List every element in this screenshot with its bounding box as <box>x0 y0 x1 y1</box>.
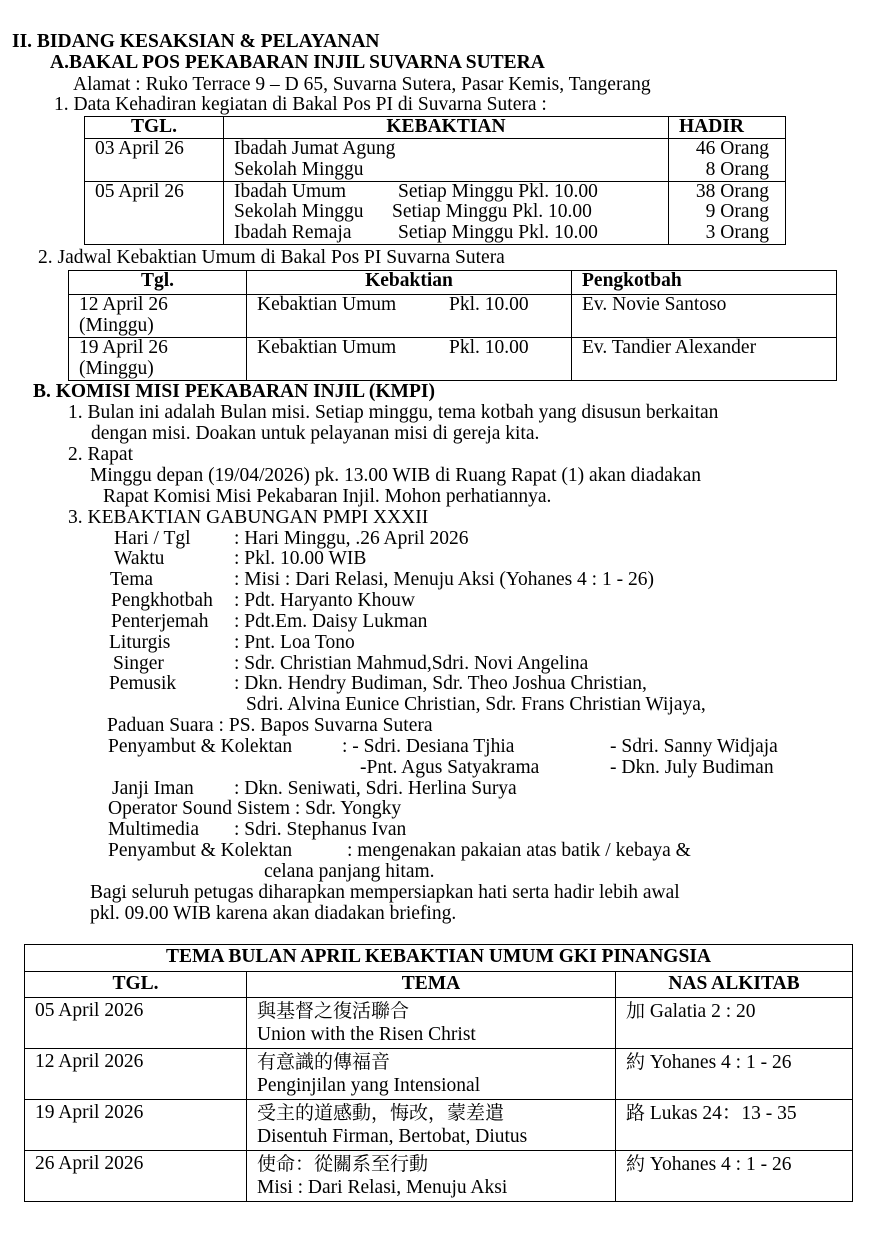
paragraph-line: Minggu depan (19/04/2026) pk. 13.00 WIB di Ruang Rapat (1) akan diadakan <box>90 465 702 486</box>
event-name: Sekolah Minggu <box>234 201 364 223</box>
detail-label: Hari / Tgl <box>114 528 191 549</box>
scripture-ref: Lukas 24：13 - 35 <box>649 1103 797 1124</box>
theme-chinese: 有意識的傳福音 <box>257 1051 391 1073</box>
scripture-ref: Galatia 2 : 20 <box>649 1001 756 1022</box>
theme-chinese: 使命：從關系至行動 <box>257 1153 429 1175</box>
theme-chinese: 受主的道感動，悔改，蒙差遣 <box>257 1102 505 1124</box>
detail-value: : Pkl. 10.00 WIB <box>234 548 367 569</box>
row-preacher: Ev. Novie Santoso <box>572 295 837 338</box>
row-date: 03 April 26 <box>85 139 224 182</box>
detail-label: Penyambut & Kolektan <box>108 736 293 757</box>
row-counts <box>669 181 786 244</box>
event-name: Ibadah Jumat Agung <box>234 138 396 159</box>
list-item-schedule: 2. Jadwal Kebaktian Umum di Bakal Pos PI Suvarna Sutera <box>38 247 505 268</box>
row-scripture <box>616 1100 853 1151</box>
scripture-chinese: 約 <box>626 1153 646 1175</box>
col-header-service: KEBAKTIAN <box>224 117 669 139</box>
detail-label: Tema <box>110 569 154 590</box>
event-name: Ibadah Umum <box>234 180 347 202</box>
service-name: Kebaktian Umum <box>257 294 397 315</box>
row-date: 05 April 26 <box>85 181 224 244</box>
col-header-scripture: NAS ALKITAB <box>616 972 853 998</box>
row-events <box>224 181 669 244</box>
detail-label: Waktu <box>114 548 165 569</box>
table-row <box>25 1151 853 1202</box>
detail-value: - Dkn. July Budiman <box>610 757 774 778</box>
row-theme <box>247 1151 616 1202</box>
detail-line: Operator Sound Sistem : Sdr. Yongky <box>108 798 402 819</box>
row-scripture <box>616 1151 853 1202</box>
detail-value: - Sdri. Sanny Widjaja <box>610 736 778 757</box>
count-value: 9 Orang <box>705 201 769 223</box>
detail-value: : Pnt. Loa Tono <box>234 632 355 653</box>
detail-label: Liturgis <box>109 632 171 653</box>
section-heading: II. BIDANG KESAKSIAN & PELAYANAN <box>12 31 380 52</box>
list-item-attendance: 1. Data Kehadiran kegiatan di Bakal Pos PI di Suvarna Sutera : <box>54 94 547 115</box>
row-scripture <box>616 1049 853 1100</box>
table-row <box>85 139 786 182</box>
row-date <box>69 338 247 381</box>
theme-text: Disentuh Firman, Bertobat, Diutus <box>257 1126 528 1147</box>
table-header-row <box>85 117 786 139</box>
paragraph-line: 1. Bulan ini adalah Bulan misi. Setiap minggu, tema kotbah yang disusun berkaitan <box>68 402 719 423</box>
row-theme <box>247 1049 616 1100</box>
address-line: Alamat : Ruko Terrace 9 – D 65, Suvarna Sutera, Pasar Kemis, Tangerang <box>73 74 651 95</box>
detail-value: : Pdt.Em. Daisy Lukman <box>234 611 428 632</box>
table-row <box>69 295 837 338</box>
date-value: 19 April 26 <box>79 337 168 358</box>
row-theme <box>247 998 616 1049</box>
row-counts <box>669 139 786 182</box>
count-value: 8 Orang <box>705 158 769 180</box>
theme-text: Penginjilan yang Intensional <box>257 1075 481 1096</box>
detail-label: Singer <box>113 653 164 674</box>
event-time: Setiap Minggu Pkl. 10.00 <box>392 201 592 223</box>
row-service <box>247 295 572 338</box>
event-time: Setiap Minggu Pkl. 10.00 <box>398 222 598 244</box>
table-row <box>85 181 786 244</box>
table-header-row <box>69 271 837 295</box>
row-date: 26 April 2026 <box>25 1151 247 1202</box>
col-header-attendance: HADIR <box>669 117 786 139</box>
col-header-date: TGL. <box>25 972 247 998</box>
detail-label: Janji Iman <box>112 778 194 799</box>
count-value: 46 Orang <box>695 138 769 159</box>
row-scripture <box>616 998 853 1049</box>
subsection-heading: A.BAKAL POS PEKABARAN INJIL SUVARNA SUTERA <box>50 52 545 73</box>
paragraph-line: dengan misi. Doakan untuk pelayanan misi di gereja kita. <box>91 423 540 444</box>
attendance-table <box>84 116 786 245</box>
note-line: pkl. 09.00 WIB karena akan diadakan briefing. <box>90 903 457 924</box>
row-events <box>224 139 669 182</box>
paragraph-line: 2. Rapat <box>68 444 133 465</box>
detail-value: : Sdri. Stephanus Ivan <box>234 819 407 840</box>
row-service <box>247 338 572 381</box>
col-header-date: Tgl. <box>69 271 247 295</box>
scripture-chinese: 加 <box>626 1000 646 1022</box>
col-header-date: TGL. <box>85 117 224 139</box>
date-value: 12 April 26 <box>79 294 168 315</box>
detail-value: Sdri. Alvina Eunice Christian, Sdr. Frans Christian Wijaya, <box>246 694 706 715</box>
section-heading: B. KOMISI MISI PEKABARAN INJIL (KMPI) <box>33 381 435 402</box>
schedule-table <box>68 270 837 381</box>
detail-line: Paduan Suara : PS. Bapos Suvarna Sutera <box>107 715 433 736</box>
paragraph-line: Rapat Komisi Misi Pekabaran Injil. Mohon perhatiannya. <box>103 486 552 507</box>
scripture-ref: Yohanes 4 : 1 - 26 <box>649 1154 792 1175</box>
service-time: Pkl. 10.00 <box>449 294 529 315</box>
theme-table <box>24 944 853 1202</box>
count-value: 3 Orang <box>705 222 769 244</box>
detail-value: : Dkn. Hendry Budiman, Sdr. Theo Joshua Christian, <box>234 673 647 694</box>
scripture-chinese: 路 <box>626 1102 646 1124</box>
scripture-ref: Yohanes 4 : 1 - 26 <box>649 1052 792 1073</box>
table-title: TEMA BULAN APRIL KEBAKTIAN UMUM GKI PINANGSIA <box>25 945 853 972</box>
theme-chinese: 與基督之復活聯合 <box>257 1000 410 1022</box>
detail-value: : Dkn. Seniwati, Sdri. Herlina Surya <box>234 778 517 799</box>
detail-label: Multimedia <box>108 819 199 840</box>
detail-label: Penterjemah <box>111 611 209 632</box>
detail-value: : Misi : Dari Relasi, Menuju Aksi (Yohanes 4 : 1 - 26) <box>234 569 654 590</box>
col-header-preacher: Pengkotbah <box>572 271 837 295</box>
row-date <box>69 295 247 338</box>
detail-value: : Sdr. Christian Mahmud,Sdri. Novi Angelina <box>234 653 589 674</box>
paragraph-line: 3. KEBAKTIAN GABUNGAN PMPI XXXII <box>68 507 429 528</box>
row-date: 12 April 2026 <box>25 1049 247 1100</box>
table-title-row <box>25 945 853 972</box>
row-date: 19 April 2026 <box>25 1100 247 1151</box>
detail-label: Pengkhotbah <box>111 590 213 611</box>
event-name: Ibadah Remaja <box>234 222 352 244</box>
note-line: Bagi seluruh petugas diharapkan mempersiapkan hati serta hadir lebih awal <box>90 882 680 903</box>
table-row <box>69 338 837 381</box>
table-header-row <box>25 972 853 998</box>
detail-value: : mengenakan pakaian atas batik / kebaya & <box>347 840 691 861</box>
count-value: 38 Orang <box>695 180 769 202</box>
detail-value: : - Sdri. Desiana Tjhia <box>342 736 515 757</box>
col-header-service: Kebaktian <box>247 271 572 295</box>
detail-value: celana panjang hitam. <box>264 861 435 882</box>
table-row <box>25 1049 853 1100</box>
detail-value: : Hari Minggu, .26 April 2026 <box>234 528 469 549</box>
day-value: (Minggu) <box>79 357 154 379</box>
theme-text: Union with the Risen Christ <box>257 1024 476 1045</box>
detail-label: Penyambut & Kolektan <box>108 840 293 861</box>
service-name: Kebaktian Umum <box>257 337 397 358</box>
table-row <box>25 1100 853 1151</box>
event-time: Setiap Minggu Pkl. 10.00 <box>398 180 598 202</box>
detail-label: Pemusik <box>109 673 177 694</box>
table-row <box>25 998 853 1049</box>
row-preacher: Ev. Tandier Alexander <box>572 338 837 381</box>
event-name: Sekolah Minggu <box>234 158 364 180</box>
detail-value: -Pnt. Agus Satyakrama <box>360 757 540 778</box>
service-time: Pkl. 10.00 <box>449 337 529 358</box>
detail-value: : Pdt. Haryanto Khouw <box>234 590 415 611</box>
scripture-chinese: 約 <box>626 1051 646 1073</box>
row-date: 05 April 2026 <box>25 998 247 1049</box>
theme-text: Misi : Dari Relasi, Menuju Aksi <box>257 1177 508 1198</box>
col-header-theme: TEMA <box>247 972 616 998</box>
day-value: (Minggu) <box>79 314 154 336</box>
row-theme <box>247 1100 616 1151</box>
